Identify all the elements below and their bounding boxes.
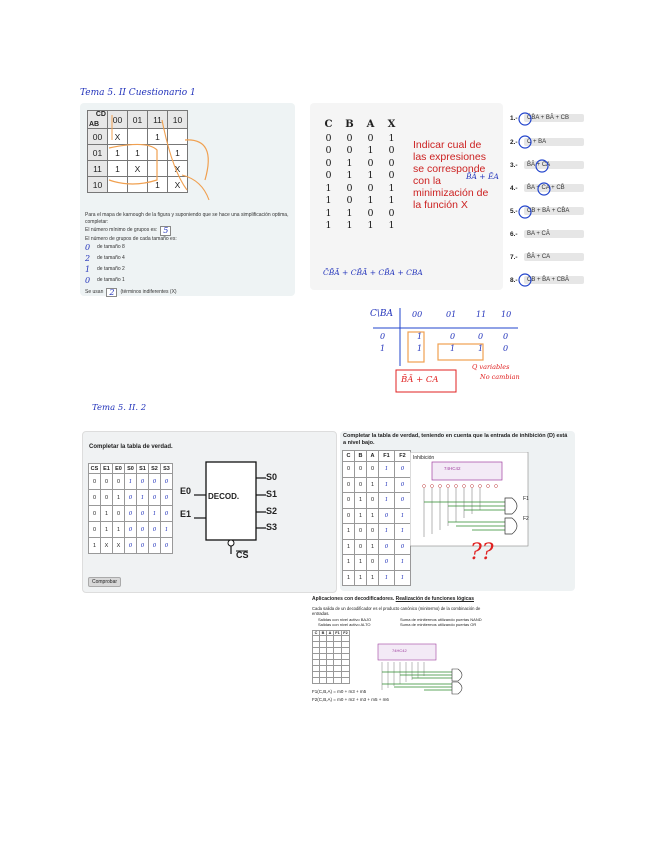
tt-cell: 1 [346,170,353,182]
inhib-cell: 1 [355,555,367,571]
dec-cell: 0 [101,490,113,506]
decoder-output: S1 [266,489,278,499]
dec-cell[interactable]: 0 [125,490,137,506]
hand-kmap-col: 00 [412,310,423,319]
decoder-title: Completar la tabla de verdad. [89,444,173,450]
kmap-col-header: 01 [128,111,148,129]
option-num: 3.- [510,161,518,169]
inhib-cell: 0 [343,493,355,509]
kmap-row-header: 01 [88,145,108,161]
hand-kmap-cell: 0 [450,332,456,341]
hand-note-1: Q variables [472,363,510,371]
tt-cell: 1 [388,132,395,144]
inhib-cell: 0 [343,508,355,524]
section2-heading: Tema 5. II. 2 [92,403,147,413]
dec-cell[interactable]: 0 [149,474,161,490]
apps-title [312,596,474,602]
inhib-cell[interactable]: 1 [395,524,411,540]
inhib-cell[interactable]: 1 [395,570,411,586]
kmap-row-header: 10 [88,177,108,193]
tt-cell: 0 [346,182,353,194]
inhib-cell: 1 [343,555,355,571]
tt-cell: 1 [367,220,374,232]
inhib-cell[interactable]: 0 [395,477,411,493]
dec-cell: 0 [89,490,101,506]
apps-header: C [313,631,320,636]
apps-bullet-right: Suma de minitermos utilizando puertas NAND [400,617,482,622]
apps-desc: Cada salida de un decodificador es el producto canónico (minitermo) de la combinación de entradas. [312,606,481,616]
indiff-row [85,288,290,297]
dec-header: E0 [113,464,125,474]
hand-kmap-answer: B̄Ā + CA [401,375,439,385]
apps-bullet-right: Suma de minitermos utilizando puertas OR [400,622,477,627]
dec-cell: X [113,538,125,554]
apps-chip-label: 74HC42 [392,648,407,653]
kmap-row-header: 00 [88,129,108,145]
dec-cell[interactable]: 0 [161,538,173,554]
inhib-truth-table [342,450,411,586]
dec-header: S3 [161,464,173,474]
tt-cell: 0 [325,157,332,169]
inhib-cell[interactable]: 0 [395,462,411,478]
kmap-col-header: 11 [148,111,168,129]
inhib-cell: 1 [367,570,379,586]
inhib-box-label: Inhibición [413,455,435,461]
option-text: CB + BĀ + CB̄A [524,207,584,215]
tt-cell: 1 [367,195,374,207]
decoder-block-label: DECOD. [208,492,240,501]
dec-cell[interactable]: 1 [137,490,149,506]
dec-header: S1 [137,464,149,474]
option-text: B̄Ā + CA [524,253,584,261]
inhib-cell: 1 [367,508,379,524]
apps-header: A [327,631,334,636]
hand-kmap-col: 11 [476,310,487,319]
decoder-cs-label: CS [236,550,249,560]
apps-formula-2: F2(C,B,A) = m0 + m2 + m3 + m5 + m6 [312,697,389,702]
option-num: 6.- [510,230,518,238]
size-row [85,277,290,284]
dec-cell[interactable]: 0 [149,522,161,538]
tt-cell: 1 [325,182,332,194]
size-row [85,266,290,273]
size-row [85,255,290,262]
kmap-grouping-marks [87,110,227,210]
apps-bullet: Salidas con nivel activo BAJO [318,617,372,622]
dec-cell[interactable]: 1 [125,474,137,490]
option-num: 1.- [510,114,518,122]
inhib-cell[interactable]: 0 [379,539,395,555]
inhib-cell[interactable]: 1 [379,462,395,478]
apps-formula-1: F1(C,B,A) = m0 + m3 + m5 [312,689,367,694]
question-line: minimización de [413,187,489,199]
question-marks: ?? [470,540,494,565]
inhib-table-wrap [342,450,411,586]
inhib-cell[interactable]: 0 [379,508,395,524]
indiff-suffix: (términos indiferentes (X) [120,288,177,295]
kmap-corner-ab: AB [89,121,100,128]
min-groups-answer[interactable]: 5 [160,226,171,235]
kmap-text-line: Para el mapa de karnough de la figura y suponiendo que se hace una simplificación optima, [85,212,289,218]
indiff-answer[interactable]: 2 [106,288,117,297]
tt-cell: 1 [325,207,332,219]
tt-cell: 0 [388,170,395,182]
handwritten-sum: C̄B̄Ā + CB̄Ā + CB̄A + CBA [323,268,423,277]
hand-kmap-col: 01 [446,310,457,319]
tt-cell: 0 [367,132,374,144]
min-groups-label: El número mínimo de grupos es: [85,227,158,234]
dec-cell: 1 [89,538,101,554]
hand-kmap-row: 1 [380,344,386,353]
question-line: las expresiones [413,151,486,163]
hand-kmap-row: 0 [380,332,386,341]
inhib-cell: 1 [343,524,355,540]
apps-cell [342,678,350,684]
dec-cell[interactable]: 0 [137,538,149,554]
size-label: de tamaño 4 [97,255,125,262]
inhib-title: Completar la tabla de verdad, teniendo en cuenta que la entrada de inhibición (D) está a nivel bajo. [343,433,568,446]
dec-cell[interactable]: 0 [125,522,137,538]
dec-cell[interactable]: 0 [137,522,149,538]
hand-kmap-cell: 0 [503,332,509,341]
tt-cell: 1 [346,207,353,219]
apps-circuit [372,640,472,695]
inhib-cell: 0 [355,477,367,493]
inhib-header: F1 [379,451,395,462]
tt-cell: 0 [325,170,332,182]
kmap-col-header: 00 [108,111,128,129]
hand-note-2: No cambian [480,373,520,381]
inhib-cell: 0 [355,539,367,555]
kmap-cell: 1 [168,145,188,161]
decoder-output: S0 [266,472,278,482]
tt-cell: 0 [346,132,353,144]
dec-cell: X [101,538,113,554]
decoder-table-wrap [88,463,173,554]
question-line: se corresponde [413,163,486,175]
inhib-chip-label: 74HC42 [444,466,461,471]
apps-cell [334,678,342,684]
inhib-cell: 1 [355,570,367,586]
hand-kmap-cell: 1 [417,344,423,353]
decoder-input-e0: E0 [180,486,192,496]
inhib-cell: 1 [367,539,379,555]
size-answer[interactable]: 0 [85,242,91,252]
tt-cell: 1 [388,195,395,207]
kmap-cell: 1 [148,177,168,193]
hand-kmap-corner: C\BA [370,309,394,319]
kmap-cell: X [168,177,188,193]
inhib-cell[interactable]: 1 [379,493,395,509]
inhib-cell[interactable]: 0 [395,493,411,509]
handwritten-answer: B̄Ā + ĒA [466,172,499,181]
inhib-cell[interactable]: 1 [395,508,411,524]
apps-cell [320,678,327,684]
inhib-cell: 0 [343,462,355,478]
kmap-row-header: 11 [88,161,108,177]
decoder-input-e1: E1 [180,509,192,519]
inhib-out-f2: F2 [523,516,529,522]
kmap-corner-cd: CD [95,111,106,118]
inhib-cell: 0 [355,524,367,540]
tt-cell: 1 [367,145,374,157]
option-text: CB + B̄A + CBĀ [524,276,584,284]
inhib-cell: 0 [343,477,355,493]
tt-cell: 0 [388,207,395,219]
apps-header: B [320,631,327,636]
kmap-col-header: 10 [168,111,188,129]
dec-cell[interactable]: 1 [149,506,161,522]
tt-cell: 0 [346,145,353,157]
tt-cell: 1 [325,220,332,232]
kmap-cell: 1 [108,145,128,161]
inhib-cell: 1 [355,508,367,524]
tt-header: C [324,118,333,130]
tt-cell: 0 [367,207,374,219]
inhib-cell[interactable]: 1 [395,555,411,571]
groups-title: El número de grupos de cada tamaño es: [85,235,177,242]
question-line: la función X [413,199,468,211]
tt-header: B [345,118,354,130]
inhib-cell[interactable]: 1 [379,570,395,586]
hand-kmap-cell: 0 [478,332,484,341]
tt-header: X [387,118,396,130]
dec-cell: 0 [101,474,113,490]
inhib-cell: 0 [367,493,379,509]
apps-header: F1 [335,631,340,635]
tt-cell: 0 [367,182,374,194]
dec-cell[interactable]: 0 [161,506,173,522]
inhib-header: F2 [395,451,411,462]
apps-title-prefix: Aplicaciones con decodificadores. [312,596,395,602]
question-line: con la [413,175,442,187]
inhib-cell: 1 [355,493,367,509]
dec-cell[interactable]: 0 [125,506,137,522]
kmap-question [85,212,290,297]
dec-cell[interactable]: 0 [137,506,149,522]
inhib-cell: 1 [367,477,379,493]
dec-cell[interactable]: 0 [125,538,137,554]
size-answer[interactable]: 1 [85,265,91,275]
option-circle-marks [518,108,578,288]
inhib-header: A [367,451,379,462]
dec-cell[interactable]: 1 [161,522,173,538]
size-row [85,244,290,251]
inhib-cell[interactable]: 0 [395,539,411,555]
hand-kmap-col: 10 [501,310,512,319]
dec-cell[interactable]: 0 [149,490,161,506]
dec-header: S0 [125,464,137,474]
option-text: B̄A + CA + CB̄ [524,184,584,192]
question-line: Indicar cual de [413,139,482,151]
inhib-circuit [410,452,530,547]
apps-bullets [318,617,371,627]
apps-title-link[interactable]: Realización de funciones lógicas [395,596,474,602]
inhib-cell[interactable]: 0 [379,555,395,571]
tt-cell: 1 [388,182,395,194]
option-num: 7.- [510,253,518,261]
kmap-cell: X [128,161,148,177]
dec-cell[interactable]: 0 [161,474,173,490]
tt-cell: 0 [325,145,332,157]
hand-kmap-cell: 0 [503,344,509,353]
tt-cell: 1 [346,157,353,169]
hand-kmap-grid [368,306,538,406]
inhib-cell: 0 [367,462,379,478]
inhib-out-f1: F1 [523,496,529,502]
inhib-cell[interactable]: 1 [379,524,395,540]
decoder-output: S3 [266,522,278,532]
kmap-cell: 1 [148,129,168,145]
inhib-header: C [343,451,355,462]
dec-cell: 0 [89,474,101,490]
size-label: de tamaño 2 [97,266,125,273]
dec-cell: 0 [113,474,125,490]
option-text: B̄Ā + CA [524,161,584,169]
hand-kmap-cell: 1 [478,344,484,353]
kmap-cell: 1 [128,145,148,161]
kmap-text-line [85,226,290,235]
dec-header: CS [89,464,101,474]
option-text: BA + CĀ [524,230,584,238]
apps-bullets-right [400,617,482,627]
dec-cell: 1 [113,522,125,538]
dec-cell: 0 [89,506,101,522]
kmap-text-line: completar: [85,219,109,226]
option-num: 2.- [510,138,518,146]
hand-kmap-cell: 1 [417,332,423,341]
apps-truth-table [312,630,350,684]
indiff-prefix: Se usan [85,288,104,295]
option-num: 5.- [510,207,518,215]
apps-cell [313,678,320,684]
inhib-cell: 1 [343,539,355,555]
dec-cell: 0 [113,506,125,522]
inhib-cell: 0 [367,524,379,540]
inhib-cell: 0 [367,555,379,571]
inhib-cell[interactable]: 1 [379,477,395,493]
option-text: C̄B̄A + BĀ + CB [524,114,584,122]
dec-cell[interactable]: 0 [161,490,173,506]
option-text: C̄ + BA [524,138,584,146]
tt-cell: 0 [388,145,395,157]
tt-header: A [366,118,375,130]
truth-x-wrap [318,116,402,232]
apps-header: F2 [343,631,348,635]
tt-cell: 0 [388,157,395,169]
apps-cell [327,678,334,684]
tt-cell: 1 [388,220,395,232]
apps-table-wrap [312,630,350,684]
tt-cell: 1 [367,170,374,182]
tt-cell: 0 [346,195,353,207]
kmap-cell: 1 [108,161,128,177]
inhib-cell: 1 [343,570,355,586]
kmap-cell: X [108,129,128,145]
dec-cell[interactable]: 0 [149,538,161,554]
tt-cell: 1 [325,195,332,207]
dec-cell: 1 [113,490,125,506]
decoder-output: S2 [266,506,278,516]
size-answer[interactable]: 0 [85,276,91,286]
hand-kmap-cell: 1 [450,344,456,353]
dec-cell: 1 [101,506,113,522]
comprobar-button[interactable]: Comprobar [88,577,121,587]
option-num: 4.- [510,184,518,192]
dec-header: S2 [149,464,161,474]
truth-table-x [318,116,402,232]
size-label: de tamaño 1 [97,277,125,284]
tt-cell: 0 [367,157,374,169]
tt-cell: 0 [325,132,332,144]
dec-cell: 1 [101,522,113,538]
section1-heading: Tema 5. II Cuestionario 1 [80,88,196,98]
dec-header: E1 [101,464,113,474]
inhib-cell: 0 [355,462,367,478]
dec-cell[interactable]: 0 [137,474,149,490]
option-num: 8.- [510,276,518,284]
kmap-cell: X [168,161,188,177]
size-answer[interactable]: 2 [85,254,91,264]
apps-bullet: Salidas con nivel activo ALTO [318,622,371,627]
tt-cell: 1 [346,220,353,232]
inhib-header: B [355,451,367,462]
dec-cell: 0 [89,522,101,538]
decoder-truth-table [88,463,173,554]
size-label: de tamaño 8 [97,243,125,250]
